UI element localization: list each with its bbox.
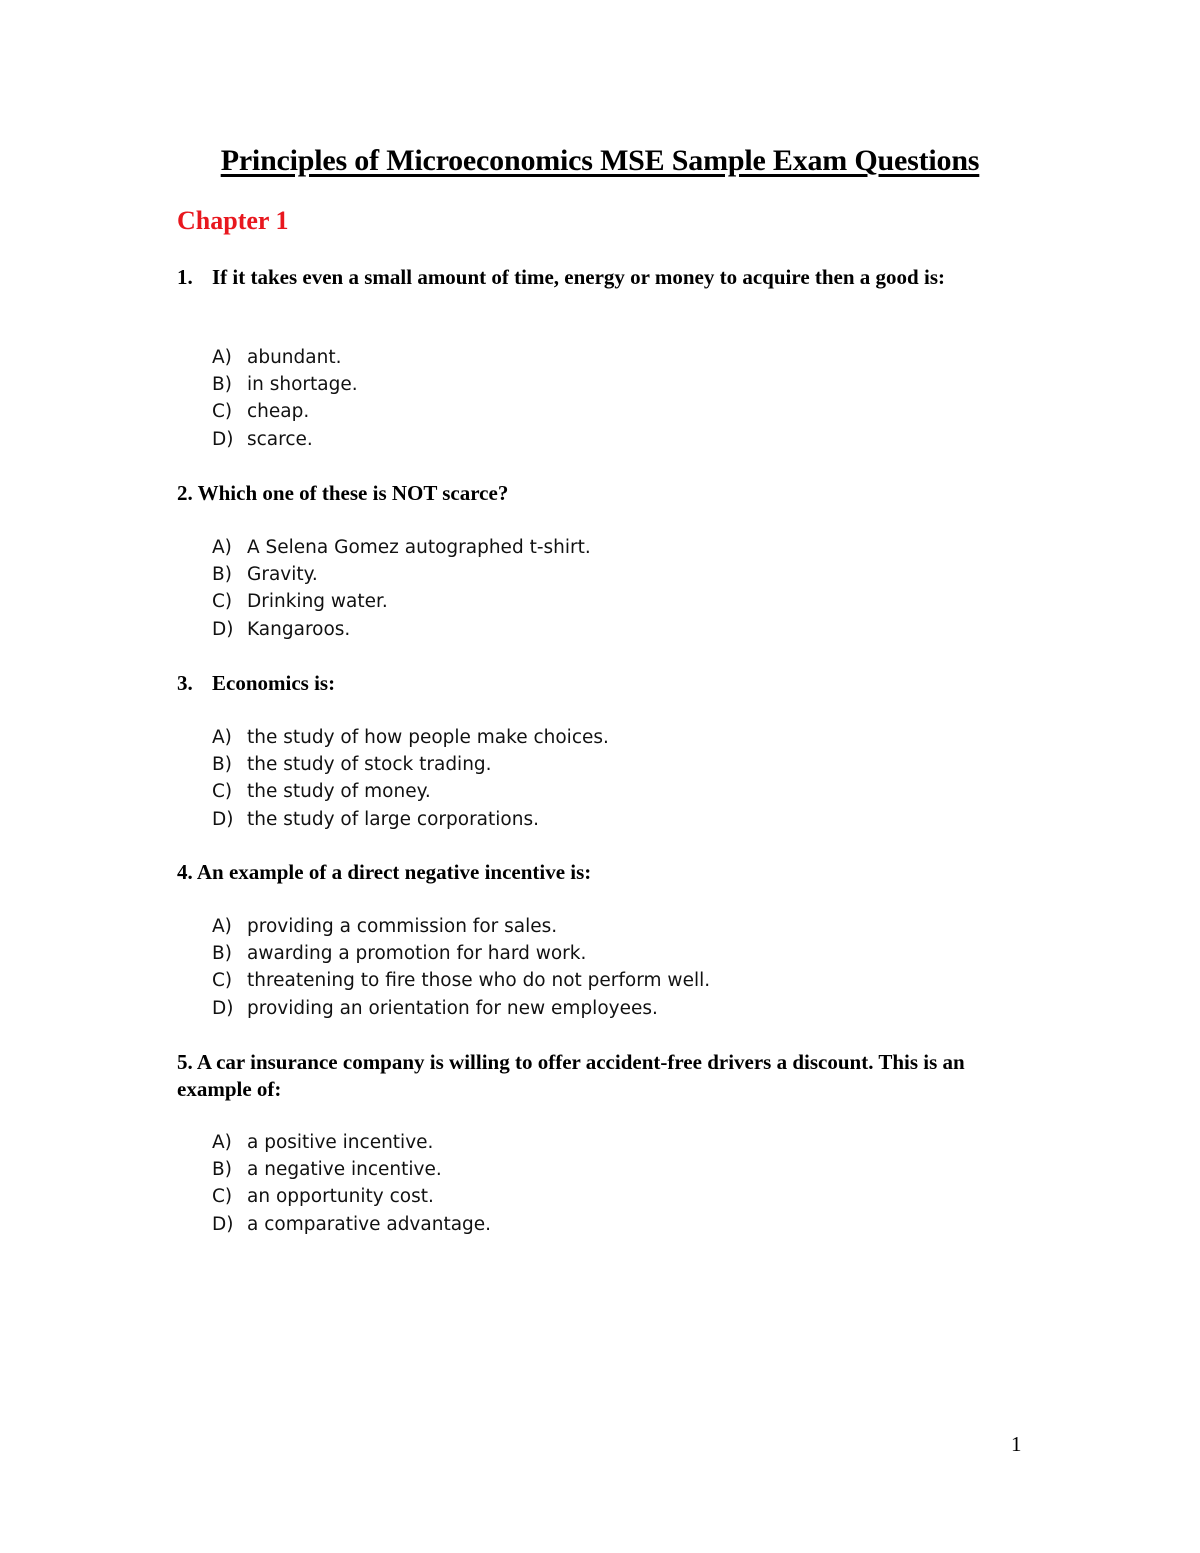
answer-option[interactable] (212, 344, 358, 371)
question-3-options (212, 724, 609, 833)
question-5-options (212, 1129, 491, 1238)
option-letter: A) (212, 916, 232, 937)
option-letter: D) (212, 428, 234, 450)
answer-option[interactable] (212, 1183, 491, 1210)
answer-option[interactable] (212, 561, 591, 588)
option-letter: B) (212, 564, 232, 586)
question-number: 2. (177, 481, 193, 505)
option-text: awarding a promotion for hard work. (247, 943, 587, 965)
option-letter: C) (212, 401, 233, 423)
option-letter: B) (212, 754, 232, 776)
question-5-stem (177, 1049, 1027, 1103)
option-letter: A) (212, 727, 232, 748)
option-letter: C) (212, 970, 233, 992)
answer-option[interactable] (212, 398, 358, 425)
answer-option[interactable] (212, 724, 609, 751)
option-text: threatening to fire those who do not perform well. (247, 970, 711, 992)
option-text: a positive incentive. (247, 1132, 434, 1153)
question-text: Which one of these is NOT scarce? (197, 481, 509, 505)
option-text: a negative incentive. (247, 1159, 442, 1181)
answer-option[interactable] (212, 913, 710, 940)
question-3-stem (177, 670, 1052, 697)
option-text: Gravity. (247, 564, 318, 586)
option-letter: A) (212, 1132, 232, 1153)
option-text: Kangaroos. (247, 618, 351, 640)
option-letter: B) (212, 943, 232, 965)
option-text: abundant. (247, 347, 342, 368)
option-text: scarce. (247, 428, 313, 450)
question-number: 3. (177, 671, 193, 695)
option-letter: D) (212, 997, 234, 1019)
question-text: An example of a direct negative incentive is: (196, 860, 592, 884)
page-number: 1 (1011, 1432, 1022, 1456)
option-letter: D) (212, 808, 234, 830)
option-text: in shortage. (247, 374, 358, 396)
answer-option[interactable] (212, 1156, 491, 1183)
answer-option[interactable] (212, 940, 710, 967)
page-title: Principles of Microeconomics MSE Sample Exam Questions (220, 144, 980, 177)
option-text: Drinking water. (247, 591, 388, 613)
option-text: the study of how people make choices. (247, 727, 609, 748)
question-4-stem (177, 859, 1027, 886)
question-text: If it takes even a small amount of time, energy or money to acquire then a good is: (212, 265, 945, 289)
question-text: Economics is: (212, 671, 336, 695)
answer-option[interactable] (212, 426, 358, 453)
answer-option[interactable] (212, 751, 609, 778)
option-text: the study of large corporations. (247, 808, 539, 830)
option-text: providing an orientation for new employees. (247, 997, 658, 1019)
question-number: 4. (177, 860, 193, 884)
answer-option[interactable] (212, 967, 710, 994)
question-text: A car insurance company is willing to offer accident-free drivers a discount. This is an example of: (177, 1050, 965, 1101)
answer-option[interactable] (212, 778, 609, 805)
option-letter: C) (212, 591, 233, 613)
option-text: providing a commission for sales. (247, 916, 558, 937)
answer-option[interactable] (212, 995, 710, 1022)
question-4-options (212, 913, 710, 1022)
answer-option[interactable] (212, 1129, 491, 1156)
option-letter: D) (212, 1213, 234, 1235)
question-1-options (212, 344, 358, 453)
option-letter: C) (212, 781, 233, 803)
question-2-stem (177, 480, 1027, 507)
option-letter: B) (212, 374, 232, 396)
question-2-options (212, 534, 591, 643)
option-letter: A) (212, 537, 232, 558)
question-number: 5. (177, 1050, 193, 1074)
question-number: 1. (177, 265, 193, 289)
answer-option[interactable] (212, 534, 591, 561)
answer-option[interactable] (212, 806, 609, 833)
chapter-heading: Chapter 1 (177, 206, 289, 235)
option-text: cheap. (247, 401, 310, 423)
answer-option[interactable] (212, 616, 591, 643)
answer-option[interactable] (212, 1211, 491, 1238)
option-letter: B) (212, 1159, 232, 1181)
option-letter: C) (212, 1186, 233, 1208)
option-text: the study of stock trading. (247, 754, 492, 776)
option-text: the study of money. (247, 781, 431, 803)
answer-option[interactable] (212, 588, 591, 615)
option-text: a comparative advantage. (247, 1213, 492, 1235)
answer-option[interactable] (212, 371, 358, 398)
question-1-stem (177, 264, 1052, 291)
option-letter: A) (212, 347, 232, 368)
option-text: A Selena Gomez autographed t-shirt. (247, 537, 591, 558)
option-text: an opportunity cost. (247, 1186, 434, 1208)
option-letter: D) (212, 618, 234, 640)
